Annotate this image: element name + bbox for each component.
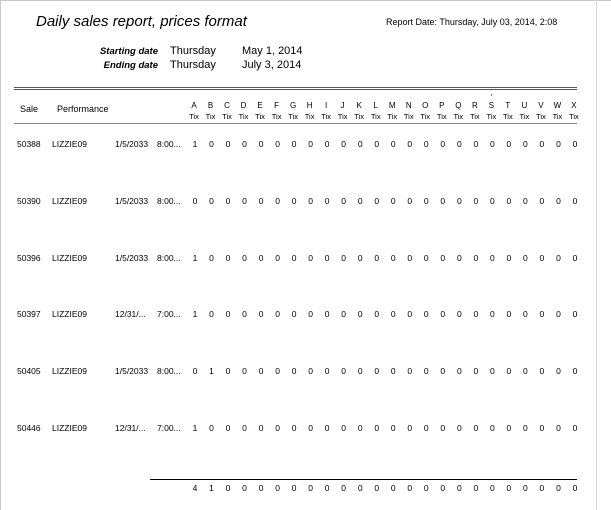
- ticket-count: 0: [523, 309, 528, 320]
- performance-date: 12/31/...: [115, 309, 146, 320]
- ticket-count: 0: [473, 309, 479, 320]
- ticket-count: 0: [324, 139, 330, 149]
- price-letter-r: R: [471, 101, 478, 110]
- sale-number: 50388: [17, 139, 41, 149]
- tix-label: Tix: [271, 112, 282, 121]
- ticket-count: 0: [390, 252, 396, 263]
- ticket-count: 0: [473, 366, 479, 377]
- price-letter-d: D: [240, 101, 247, 110]
- ending-day: Thursday: [170, 59, 216, 71]
- tix-label: Tix: [486, 112, 497, 121]
- sale-number: 50396: [17, 252, 41, 263]
- ticket-count: 0: [473, 195, 479, 206]
- ticket-count: 0: [374, 252, 380, 263]
- ticket-count: 0: [324, 309, 330, 320]
- ticket-count: 0: [456, 423, 462, 433]
- ticket-count: 0: [407, 309, 413, 320]
- ticket-count: 0: [473, 139, 479, 149]
- tix-label: Tix: [519, 112, 530, 121]
- ticket-count: 0: [258, 139, 264, 149]
- total-count: 0: [473, 483, 479, 493]
- ticket-count: 0: [456, 309, 462, 320]
- ticket-count: 0: [308, 195, 313, 206]
- total-count: 0: [308, 483, 313, 493]
- ticket-count: 0: [539, 366, 545, 377]
- performance-time: 7:00...: [157, 423, 181, 433]
- price-letter-j: J: [340, 101, 345, 110]
- ticket-count: 0: [209, 139, 214, 149]
- performance-time: 8:00...: [157, 139, 181, 149]
- performance-time: 8:00...: [157, 195, 181, 206]
- ticket-count: 0: [357, 309, 363, 320]
- ticket-count: 0: [556, 139, 561, 149]
- performance-code: LIZZIE09: [52, 195, 87, 206]
- price-letter-t: T: [505, 101, 511, 110]
- performance-code: LIZZIE09: [52, 139, 87, 149]
- ticket-count: 0: [291, 252, 297, 263]
- performance-date: 12/31/...: [115, 423, 146, 433]
- performance-code: LIZZIE09: [52, 309, 87, 320]
- ticket-count: 0: [523, 366, 528, 377]
- ticket-count: 0: [225, 423, 231, 433]
- ticket-count: 0: [456, 195, 462, 206]
- ticket-count: 0: [341, 195, 347, 206]
- tix-label: Tix: [304, 112, 315, 121]
- ticket-count: 0: [440, 252, 446, 263]
- ticket-count: 0: [209, 423, 214, 433]
- ticket-count: 0: [556, 423, 561, 433]
- ticket-count: 0: [357, 252, 363, 263]
- ticket-count: 0: [275, 366, 280, 377]
- ticket-count: 0: [291, 139, 297, 149]
- ticket-count: 0: [341, 423, 347, 433]
- ticket-count: 0: [357, 139, 363, 149]
- ticket-count: 0: [489, 423, 495, 433]
- ticket-count: 0: [390, 139, 396, 149]
- ticket-count: 0: [225, 139, 231, 149]
- total-count: 0: [456, 483, 462, 493]
- totals-rule: [150, 479, 577, 480]
- tix-label: Tix: [255, 112, 265, 121]
- price-letter-q: Q: [455, 101, 462, 110]
- total-count: 0: [506, 483, 512, 493]
- ticket-count: 0: [390, 309, 396, 320]
- total-count: 0: [225, 483, 231, 493]
- total-count: 0: [407, 483, 413, 493]
- starting-date-row: [0, 45, 611, 59]
- report-title: Daily sales report, prices format: [36, 13, 247, 30]
- price-letter-i: I: [325, 101, 328, 110]
- total-count: 0: [539, 483, 545, 493]
- total-count: 0: [258, 483, 264, 493]
- ticket-count: 0: [275, 252, 280, 263]
- ticket-count: 0: [506, 252, 512, 263]
- ticket-count: 1: [192, 139, 198, 149]
- sale-number: 50397: [17, 309, 41, 320]
- ticket-count: 0: [423, 309, 429, 320]
- ticket-count: 0: [572, 366, 578, 377]
- ticket-count: 0: [523, 423, 528, 433]
- total-count: 0: [242, 483, 247, 493]
- ticket-count: 0: [440, 423, 446, 433]
- ticket-count: 0: [423, 139, 429, 149]
- price-letter-g: G: [289, 101, 297, 110]
- sale-number: 50390: [17, 195, 41, 206]
- ticket-count: 0: [242, 252, 247, 263]
- ticket-count: 0: [209, 252, 214, 263]
- price-letter-m: M: [388, 101, 396, 110]
- total-count: 0: [572, 483, 578, 493]
- total-count: 0: [357, 483, 363, 493]
- price-letter-x: X: [571, 101, 577, 110]
- ticket-count: 0: [390, 423, 396, 433]
- ticket-count: 0: [258, 195, 264, 206]
- ticket-count: 0: [556, 309, 561, 320]
- ticket-count: 0: [489, 195, 495, 206]
- page-edge: [596, 0, 597, 510]
- total-count: 0: [440, 483, 446, 493]
- ticket-count: 0: [357, 423, 363, 433]
- ticket-count: 0: [523, 252, 528, 263]
- ticket-count: 0: [291, 309, 297, 320]
- ticket-count: 0: [341, 366, 347, 377]
- ticket-count: 0: [308, 309, 313, 320]
- total-count: 0: [390, 483, 396, 493]
- ticket-count: 0: [572, 423, 578, 433]
- price-letter-o: O: [422, 101, 429, 110]
- total-count: 0: [275, 483, 280, 493]
- performance-date: 1/5/2033: [115, 139, 149, 149]
- ticket-count: 0: [192, 195, 198, 206]
- ticket-count: 0: [539, 423, 545, 433]
- performance-code: LIZZIE09: [52, 252, 87, 263]
- ticket-count: 0: [556, 195, 561, 206]
- ticket-count: 0: [423, 423, 429, 433]
- header-rule-top-2: [14, 89, 577, 90]
- ticket-count: 0: [489, 309, 495, 320]
- ticket-count: 0: [556, 366, 561, 377]
- ticket-count: 0: [539, 139, 545, 149]
- ticket-count: 0: [374, 195, 380, 206]
- tix-label: Tix: [238, 112, 249, 121]
- price-letter-s: S: [488, 101, 495, 110]
- ticket-count: 0: [308, 366, 313, 377]
- ticket-count: 0: [324, 423, 330, 433]
- performance-column-header: Performance: [57, 104, 109, 114]
- ticket-count: 0: [275, 195, 280, 206]
- starting-date-label: Starting date: [99, 46, 158, 57]
- ticket-count: 0: [291, 423, 297, 433]
- ticket-count: 0: [506, 309, 512, 320]
- total-count: 0: [523, 483, 528, 493]
- ticket-count: 0: [225, 252, 231, 263]
- ticket-count: 0: [489, 139, 495, 149]
- ticket-count: 0: [423, 252, 429, 263]
- ticket-count: 0: [242, 309, 247, 320]
- page-edge: [0, 0, 611, 1]
- sale-column-header: Sale: [20, 104, 39, 114]
- ticket-count: 0: [242, 366, 247, 377]
- performance-code: LIZZIE09: [52, 423, 87, 433]
- tix-label: Tix: [222, 112, 232, 121]
- sale-number: 50446: [17, 423, 41, 433]
- ticket-count: 0: [473, 252, 479, 263]
- ticket-count: 0: [390, 195, 396, 206]
- ticket-count: 0: [407, 195, 413, 206]
- price-letter-l: L: [373, 101, 378, 110]
- ticket-count: 0: [308, 423, 313, 433]
- ending-date-row: [0, 59, 611, 73]
- ticket-count: 0: [275, 309, 280, 320]
- tix-label: Tix: [420, 112, 431, 121]
- ticket-count: 0: [324, 195, 330, 206]
- ticket-count: 0: [291, 195, 297, 206]
- ticket-count: 0: [374, 139, 380, 149]
- sale-number: 50405: [17, 366, 41, 377]
- tix-label: Tix: [453, 112, 464, 121]
- tix-label: Tix: [436, 112, 447, 121]
- ticket-count: 0: [192, 366, 198, 377]
- total-count: 1: [209, 483, 214, 493]
- page-edge: [0, 0, 1, 510]
- ticket-count: 0: [523, 195, 528, 206]
- performance-date: 1/5/2033: [115, 252, 149, 263]
- ticket-count: 1: [192, 423, 198, 433]
- header-rule-top: [14, 87, 577, 88]
- ticket-count: 1: [209, 366, 214, 377]
- ticket-count: 0: [572, 195, 578, 206]
- tix-label: Tix: [354, 112, 365, 121]
- performance-date: 1/5/2033: [115, 366, 149, 377]
- performance-code: LIZZIE09: [52, 366, 87, 377]
- ticket-count: 0: [258, 309, 264, 320]
- ticket-count: 0: [258, 366, 264, 377]
- ticket-count: 0: [539, 252, 545, 263]
- ticket-count: 0: [556, 252, 561, 263]
- ticket-count: 0: [275, 423, 280, 433]
- tix-label: Tix: [387, 112, 398, 121]
- ticket-count: 0: [423, 195, 429, 206]
- ticket-count: 0: [440, 366, 446, 377]
- report-date: Report Date: Thursday, July 03, 2014, 2:08: [386, 17, 558, 27]
- ticket-count: 0: [506, 139, 512, 149]
- ticket-count: 0: [242, 423, 247, 433]
- tix-label: Tix: [370, 112, 381, 121]
- ticket-count: 0: [225, 309, 231, 320]
- ticket-count: 0: [539, 309, 545, 320]
- ticket-count: 0: [506, 366, 512, 377]
- total-count: 0: [489, 483, 495, 493]
- ticket-count: 0: [258, 423, 264, 433]
- total-count: 4: [192, 483, 198, 493]
- performance-time: 8:00...: [157, 252, 181, 263]
- starting-day: Thursday: [170, 45, 216, 57]
- price-letter-b: B: [207, 101, 214, 110]
- ticket-count: 0: [308, 139, 313, 149]
- stray-mark: ': [491, 93, 493, 102]
- ticket-count: 1: [192, 309, 198, 320]
- ticket-count: 0: [440, 139, 446, 149]
- ticket-count: 0: [324, 252, 330, 263]
- ticket-count: 0: [225, 366, 231, 377]
- price-letter-u: U: [521, 101, 528, 110]
- ticket-count: 0: [572, 252, 578, 263]
- ticket-count: 0: [506, 195, 512, 206]
- price-letter-w: W: [553, 101, 562, 110]
- ticket-count: 0: [407, 252, 413, 263]
- ticket-count: 0: [473, 423, 479, 433]
- total-count: 0: [291, 483, 297, 493]
- ticket-count: 0: [209, 195, 214, 206]
- ticket-count: 0: [390, 366, 396, 377]
- ticket-count: 0: [308, 252, 313, 263]
- header-rule-bottom: [14, 123, 577, 124]
- ticket-count: 0: [572, 309, 578, 320]
- ticket-count: 0: [423, 366, 429, 377]
- ticket-count: 0: [407, 366, 413, 377]
- ticket-count: 0: [523, 139, 528, 149]
- price-letter-f: F: [274, 101, 280, 110]
- price-letter-n: N: [405, 101, 412, 110]
- ticket-count: 0: [242, 139, 247, 149]
- tix-label: Tix: [321, 112, 332, 121]
- tix-label: Tix: [552, 112, 563, 121]
- price-letter-v: V: [538, 101, 544, 110]
- ticket-count: 0: [341, 309, 347, 320]
- performance-date: 1/5/2033: [115, 195, 149, 206]
- price-letter-p: P: [439, 101, 445, 110]
- ticket-count: 0: [440, 195, 446, 206]
- ticket-count: 1: [192, 252, 198, 263]
- ticket-count: 0: [407, 139, 413, 149]
- performance-time: 8:00...: [157, 366, 181, 377]
- tix-label: Tix: [189, 112, 199, 121]
- total-count: 0: [341, 483, 347, 493]
- ticket-count: 0: [489, 252, 495, 263]
- ticket-count: 0: [324, 366, 330, 377]
- ticket-count: 0: [341, 139, 347, 149]
- ticket-count: 0: [357, 366, 363, 377]
- ticket-count: 0: [291, 366, 297, 377]
- tix-label: Tix: [288, 112, 298, 121]
- tix-label: Tix: [205, 112, 216, 121]
- ticket-count: 0: [209, 309, 214, 320]
- tix-label: Tix: [469, 112, 480, 121]
- total-count: 0: [374, 483, 380, 493]
- total-count: 0: [324, 483, 330, 493]
- ending-date-label: Ending date: [103, 60, 158, 71]
- total-count: 0: [423, 483, 429, 493]
- ticket-count: 0: [225, 195, 231, 206]
- ticket-count: 0: [456, 139, 462, 149]
- ticket-count: 0: [440, 309, 446, 320]
- ticket-count: 0: [341, 252, 347, 263]
- price-letter-c: C: [224, 101, 230, 110]
- ticket-count: 0: [572, 139, 578, 149]
- ticket-count: 0: [456, 366, 462, 377]
- price-letter-a: A: [191, 101, 197, 110]
- ticket-count: 0: [357, 195, 363, 206]
- ticket-count: 0: [374, 309, 380, 320]
- ticket-count: 0: [242, 195, 247, 206]
- ticket-count: 0: [539, 195, 545, 206]
- price-letter-e: E: [257, 101, 263, 110]
- price-letter-h: H: [306, 101, 313, 110]
- ticket-count: 0: [489, 366, 495, 377]
- ticket-count: 0: [258, 252, 264, 263]
- starting-date: May 1, 2014: [242, 45, 303, 57]
- ticket-count: 0: [407, 423, 413, 433]
- performance-time: 7:00...: [157, 309, 181, 320]
- ending-date: July 3, 2014: [242, 59, 302, 71]
- ticket-count: 0: [506, 423, 512, 433]
- tix-label: Tix: [536, 112, 546, 121]
- ticket-count: 0: [374, 366, 380, 377]
- ticket-count: 0: [275, 139, 280, 149]
- tix-label: Tix: [337, 112, 348, 121]
- price-letter-k: K: [356, 101, 362, 110]
- tix-label: Tix: [403, 112, 414, 121]
- ticket-count: 0: [456, 252, 462, 263]
- total-count: 0: [556, 483, 561, 493]
- tix-label: Tix: [503, 112, 513, 121]
- tix-label: Tix: [569, 112, 579, 121]
- ticket-count: 0: [374, 423, 380, 433]
